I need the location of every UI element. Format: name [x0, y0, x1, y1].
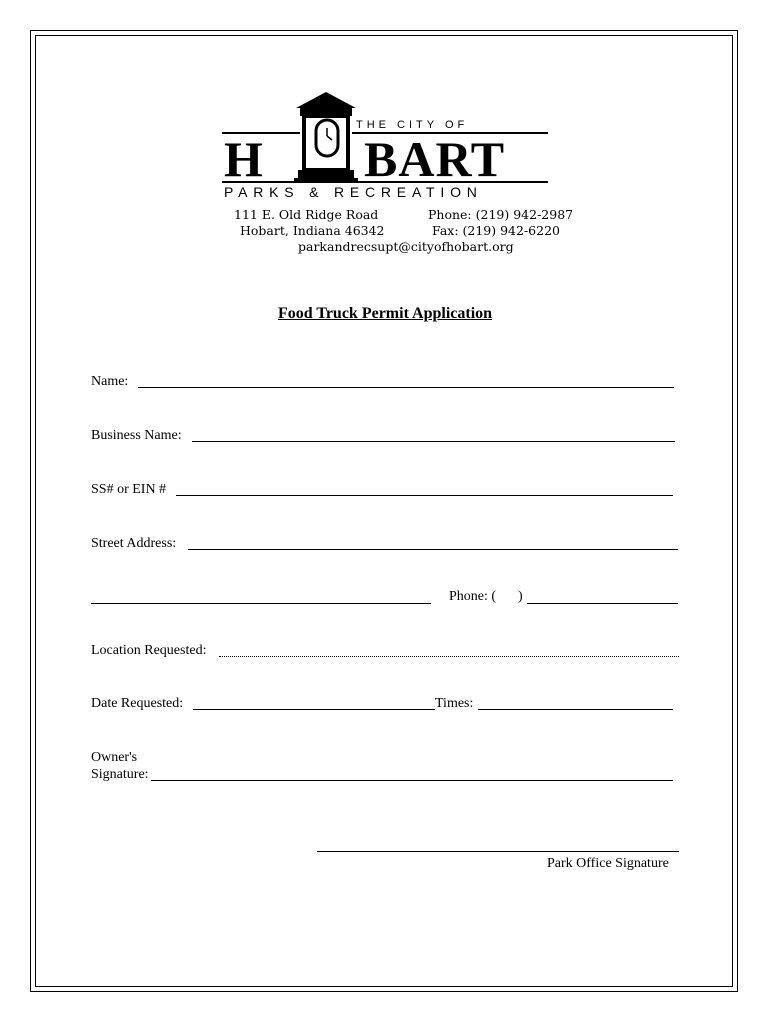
owner-label: Owner's — [91, 750, 138, 765]
location-requested-label: Location Requested: — [91, 643, 207, 658]
name-field-line[interactable] — [138, 387, 674, 388]
business-name-label: Business Name: — [91, 428, 182, 443]
ss-ein-field-line[interactable] — [176, 495, 673, 496]
times-field-line[interactable] — [478, 709, 673, 710]
owner-signature-field-line[interactable] — [151, 780, 673, 781]
date-requested-field-line[interactable] — [193, 709, 435, 710]
logo-name-right: BART — [364, 131, 506, 187]
location-requested-field-line[interactable] — [219, 656, 679, 657]
clock-tower-icon — [294, 92, 358, 182]
ss-ein-label: SS# or EIN # — [91, 482, 167, 497]
street-address-label: Street Address: — [91, 536, 177, 551]
address-line1: 111 E. Old Ridge Road — [234, 207, 379, 222]
street-address-field-line[interactable] — [188, 549, 678, 550]
logo-the-city-of: THE CITY OF — [356, 119, 469, 131]
times-label: Times: — [435, 696, 474, 711]
phone-label: Phone: ( — [449, 589, 497, 604]
name-label: Name: — [91, 374, 129, 389]
phone-close-paren: ) — [518, 589, 523, 604]
phone-field-line[interactable] — [527, 603, 678, 604]
fax-number: Fax: (219) 942-6220 — [432, 223, 560, 238]
form-title: Food Truck Permit Application — [277, 305, 493, 322]
date-requested-label: Date Requested: — [91, 696, 184, 711]
city-state-field-line[interactable] — [91, 603, 431, 604]
logo-name-left: H — [224, 131, 263, 187]
logo-subtitle: PARKS & RECREATION — [224, 184, 483, 200]
signature-label: Signature: — [91, 767, 149, 782]
park-office-signature-line[interactable] — [317, 851, 679, 852]
address-line2: Hobart, Indiana 46342 — [240, 223, 385, 238]
phone-number: Phone: (219) 942-2987 — [428, 207, 574, 222]
city-logo — [220, 90, 550, 202]
email-address: parkandrecsupt@cityofhobart.org — [298, 239, 514, 254]
park-office-signature-label: Park Office Signature — [547, 856, 669, 871]
business-name-field-line[interactable] — [192, 441, 675, 442]
